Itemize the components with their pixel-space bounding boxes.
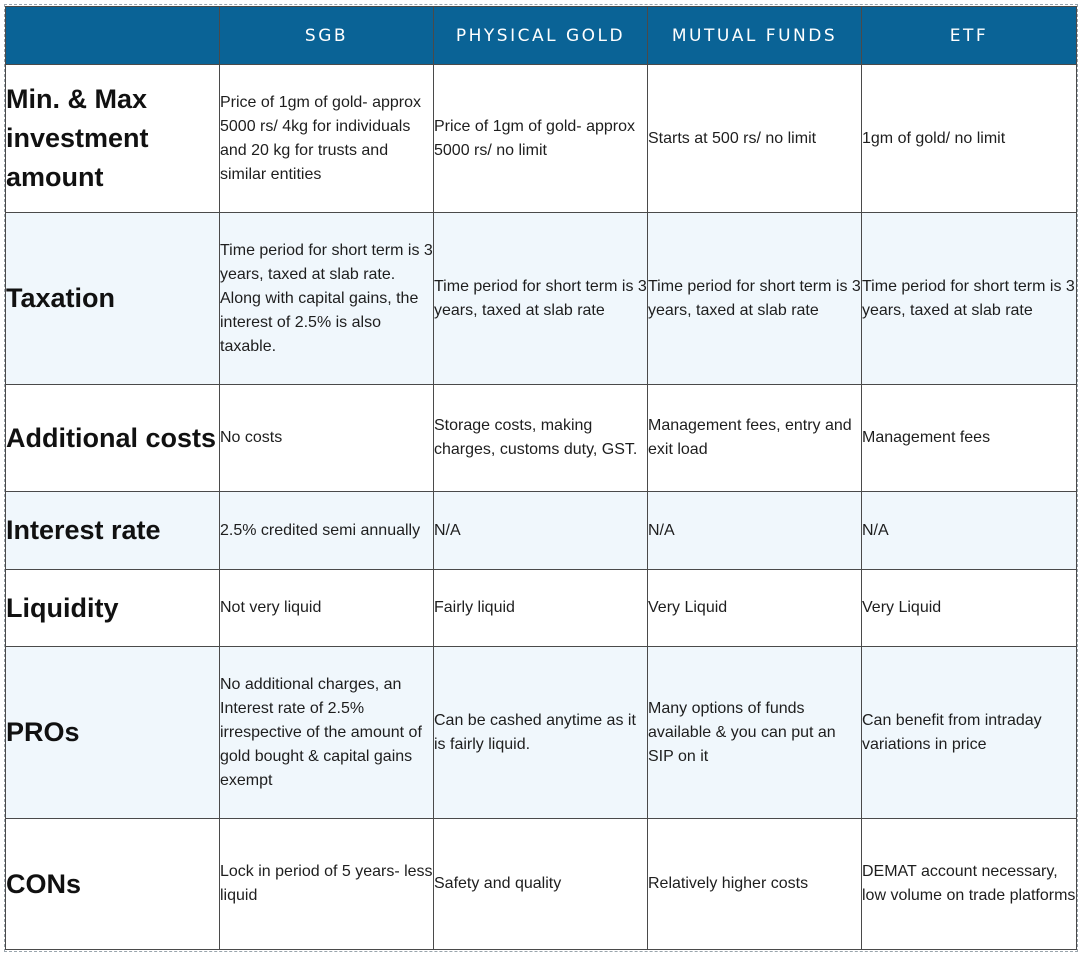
cell-mutual-funds-additional-costs: Management fees, entry and exit load bbox=[648, 385, 862, 492]
cell-sgb-investment: Price of 1gm of gold- approx 5000 rs/ 4kg for individuals and 20 kg for trusts and similar entities bbox=[220, 65, 434, 213]
cell-sgb-pros: No additional charges, an Interest rate of 2.5% irrespective of the amount of gold bought & capital gains exempt bbox=[220, 647, 434, 819]
cell-etf-investment: 1gm of gold/ no limit bbox=[862, 65, 1077, 213]
column-header-mutual-funds: MUTUAL FUNDS bbox=[648, 7, 862, 65]
cell-mutual-funds-interest-rate: N/A bbox=[648, 492, 862, 570]
row-liquidity bbox=[6, 570, 1077, 647]
cell-sgb-interest-rate: 2.5% credited semi annually bbox=[220, 492, 434, 570]
cell-sgb-cons: Lock in period of 5 years- less liquid bbox=[220, 819, 434, 950]
row-interest-rate bbox=[6, 492, 1077, 570]
column-header-physical-gold: PHYSICAL GOLD bbox=[434, 7, 648, 65]
row-label-taxation: Taxation bbox=[6, 213, 220, 385]
cell-sgb-taxation-line-2: Along with capital gains, the interest of 2.5% is also taxable. bbox=[220, 289, 419, 355]
header-corner-cell bbox=[6, 7, 220, 65]
row-pros bbox=[6, 647, 1077, 819]
cell-physical-gold-interest-rate: N/A bbox=[434, 492, 648, 570]
row-label-min-max-investment: Min. & Max investment amount bbox=[6, 65, 220, 213]
cell-mutual-funds-pros: Many options of funds available & you can put an SIP on it bbox=[648, 647, 862, 819]
cell-mutual-funds-cons: Relatively higher costs bbox=[648, 819, 862, 950]
cell-physical-gold-additional-costs: Storage costs, making charges, customs duty, GST. bbox=[434, 385, 648, 492]
cell-physical-gold-taxation: Time period for short term is 3 years, taxed at slab rate bbox=[434, 213, 648, 385]
row-label-pros: PROs bbox=[6, 647, 220, 819]
row-taxation bbox=[6, 213, 1077, 385]
row-label-additional-costs: Additional costs bbox=[6, 385, 220, 492]
column-header-sgb: SGB bbox=[220, 7, 434, 65]
column-header-etf: ETF bbox=[862, 7, 1077, 65]
row-label-cons: CONs bbox=[6, 819, 220, 950]
cell-physical-gold-liquidity: Fairly liquid bbox=[434, 570, 648, 647]
cell-physical-gold-investment: Price of 1gm of gold- approx 5000 rs/ no limit bbox=[434, 65, 648, 213]
cell-etf-interest-rate: N/A bbox=[862, 492, 1077, 570]
cell-physical-gold-pros: Can be cashed anytime as it is fairly liquid. bbox=[434, 647, 648, 819]
row-min-max-investment bbox=[6, 65, 1077, 213]
cell-physical-gold-cons: Safety and quality bbox=[434, 819, 648, 950]
cell-sgb-liquidity: Not very liquid bbox=[220, 570, 434, 647]
cell-mutual-funds-investment: Starts at 500 rs/ no limit bbox=[648, 65, 862, 213]
row-additional-costs bbox=[6, 385, 1077, 492]
cell-mutual-funds-liquidity: Very Liquid bbox=[648, 570, 862, 647]
cell-etf-liquidity: Very Liquid bbox=[862, 570, 1077, 647]
header-row bbox=[6, 7, 1077, 65]
cell-mutual-funds-taxation: Time period for short term is 3 years, taxed at slab rate bbox=[648, 213, 862, 385]
cell-sgb-taxation-line-1: Time period for short term is 3 years, taxed at slab rate. bbox=[220, 241, 433, 283]
cell-etf-cons: DEMAT account necessary, low volume on trade platforms bbox=[862, 819, 1077, 950]
cell-etf-taxation: Time period for short term is 3 years, taxed at slab rate bbox=[862, 213, 1077, 385]
row-label-liquidity: Liquidity bbox=[6, 570, 220, 647]
gold-investment-comparison-table bbox=[5, 6, 1077, 950]
row-cons bbox=[6, 819, 1077, 950]
cell-etf-additional-costs: Management fees bbox=[862, 385, 1077, 492]
row-label-interest-rate: Interest rate bbox=[6, 492, 220, 570]
cell-etf-pros: Can benefit from intraday variations in price bbox=[862, 647, 1077, 819]
cell-sgb-additional-costs: No costs bbox=[220, 385, 434, 492]
cell-sgb-taxation bbox=[220, 213, 434, 385]
